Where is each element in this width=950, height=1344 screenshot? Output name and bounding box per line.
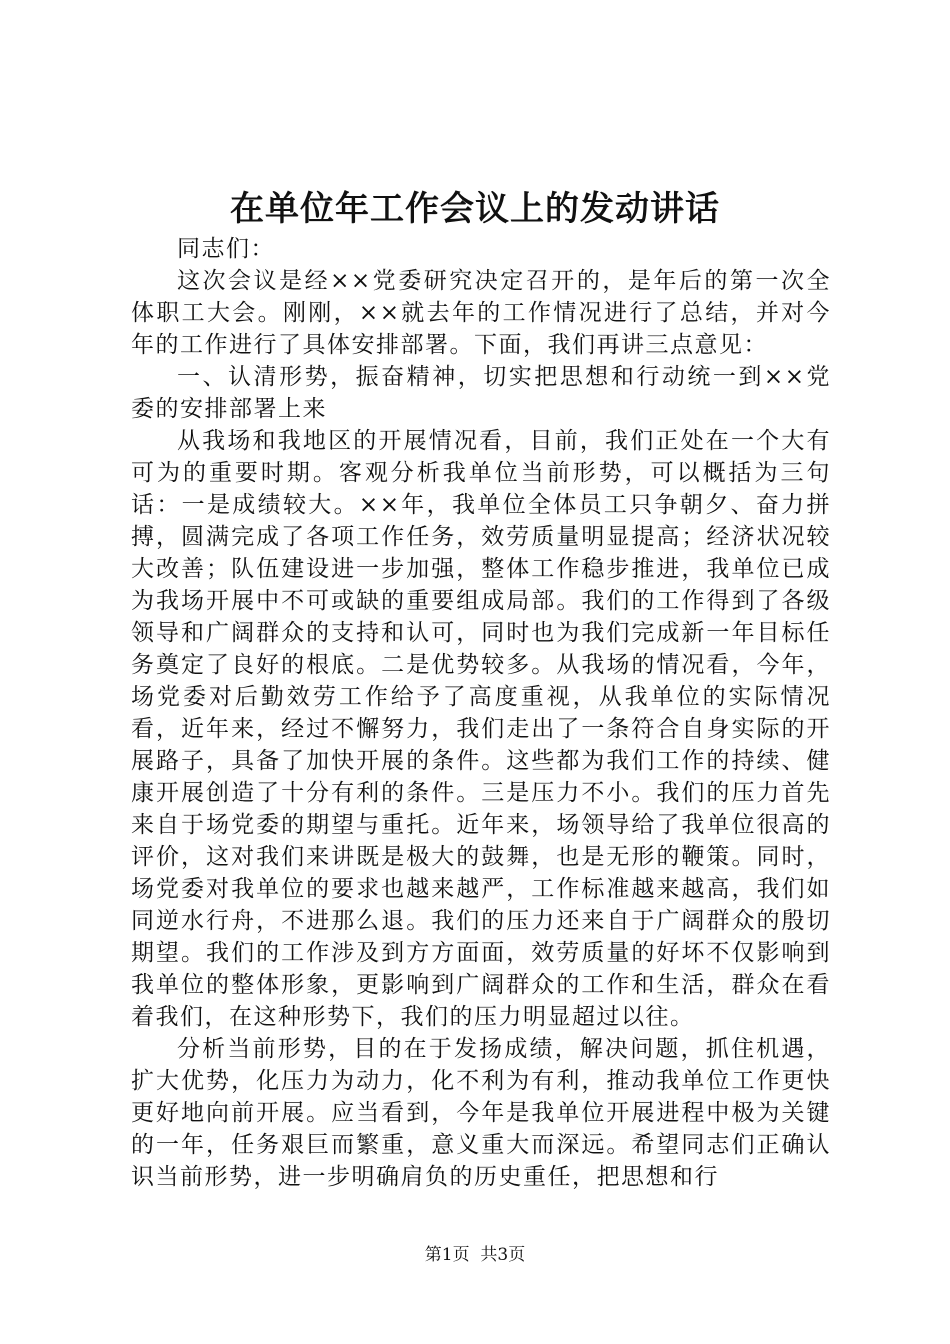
document-body: [131, 233, 831, 1193]
intro-paragraph: 这次会议是经××党委研究决定召开的，是年后的第一次全体职工大会。刚刚，××就去年的工作情况进行了总结，并对今年的工作进行了具体安排部署。下面，我们再讲三点意见：: [131, 268, 831, 358]
situation-analysis-paragraph: 从我场和我地区的开展情况看，目前，我们正处在一个大有可为的重要时期。客观分析我单位当前形势，可以概括为三句话：一是成绩较大。××年，我单位全体员工只争朝夕、奋力拼搏，圆满完成了各项工作任务，效劳质量明显提高；经济状况较大改善；队伍建设进一步加强，整体工作稳步推进，我单位已成为我场开展中不可或缺的重要组成局部。我们的工作得到了各级领导和广阔群众的支持和认可，同时也为我们完成新一年目标任务奠定了良好的根底。二是优势较多。从我场的情况看，今年，场党委对后勤效劳工作给予了高度重视，从我单位的实际情况看，近年来，经过不懈努力，我们走出了一条符合自身实际的开展路子，具备了加快开展的条件。这些都为我们工作的持续、健康开展创造了十分有利的条件。三是压力不小。我们的压力首先来自于场党委的期望与重托。近年来，场领导给了我单位很高的评价，这对我们来讲既是极大的鼓舞，也是无形的鞭策。同时，场党委对我单位的要求也越来越严，工作标准越来越高，我们如同逆水行舟，不进那么退。我们的压力还来自于广阔群众的殷切期望。我们的工作涉及到方方面面，效劳质量的好坏不仅影响到我单位的整体形象，更影响到广阔群众的工作和生活，群众在看着我们，在这种形势下，我们的压力明显超过以往。: [131, 428, 831, 1030]
page-footer: [0, 1243, 950, 1267]
conclusion-paragraph: 分析当前形势，目的在于发扬成绩，解决问题，抓住机遇，扩大优势，化压力为动力，化不利为有利，推动我单位工作更快更好地向前开展。应当看到，今年是我单位开展进程中极为关键的一年，任务艰巨而繁重，意义重大而深远。希望同志们正确认识当前形势，进一步明确肩负的历史重任，把思想和行: [131, 1036, 831, 1190]
section-heading-paragraph: 一、认清形势，振奋精神，切实把思想和行动统一到××党委的安排部署上来: [131, 364, 831, 422]
document-title: 在单位年工作会议上的发动讲话: [230, 189, 720, 229]
salutation-paragraph: 同志们：: [177, 236, 275, 262]
page-number-label: 第1页 共3页: [424, 1245, 526, 1265]
